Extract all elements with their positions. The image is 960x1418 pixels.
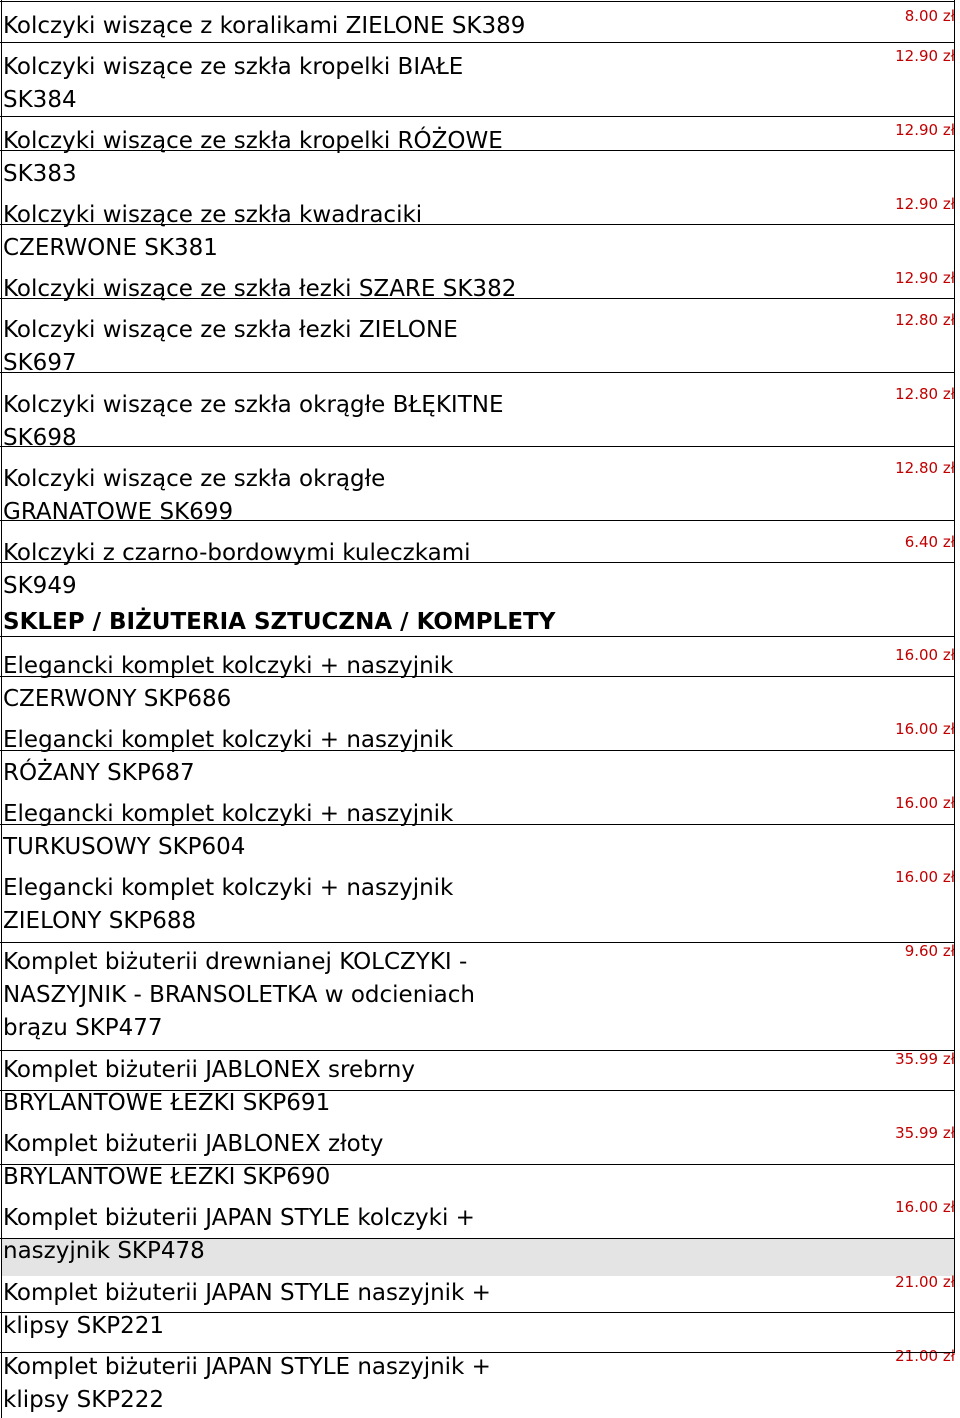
product-name[interactable]: Kolczyki z czarno-bordowymi kuleczkami SK949 <box>3 540 471 599</box>
price-value: 12.90 zł <box>895 269 955 287</box>
row-divider <box>0 372 955 373</box>
row-divider <box>0 42 955 43</box>
product-price <box>835 646 955 664</box>
row-divider <box>0 116 955 117</box>
product-name[interactable]: Komplet biżuterii JAPAN STYLE kolczyki + naszyjnik SKP478 <box>3 1205 475 1264</box>
product-name[interactable]: Elegancki komplet kolczyki + naszyjnik CZERWONY SKP686 <box>3 653 454 712</box>
price-value: 12.80 zł <box>895 459 955 477</box>
product-price <box>835 47 955 65</box>
product-price <box>835 195 955 213</box>
price-value: 6.40 zł <box>904 533 955 551</box>
price-value: 8.00 zł <box>904 7 955 25</box>
row-divider <box>0 298 955 299</box>
row-divider <box>0 1238 955 1239</box>
product-name[interactable]: Kolczyki wiszące ze szkła okrągłe GRANATOWE SK699 <box>3 466 386 525</box>
price-value: 12.90 zł <box>895 121 955 139</box>
product-name[interactable]: Kolczyki wiszące ze szkła kwadraciki CZERWONE SK381 <box>3 202 423 261</box>
product-price <box>835 1124 955 1142</box>
product-price <box>835 121 955 139</box>
row-divider <box>0 824 955 825</box>
table-top-border <box>0 1 955 2</box>
row-divider <box>0 1090 955 1091</box>
price-value: 35.99 zł <box>895 1050 955 1068</box>
product-name[interactable]: Kolczyki wiszące ze szkła okrągłe BŁĘKITNE SK698 <box>3 392 504 451</box>
product-price <box>835 720 955 738</box>
price-value: 16.00 zł <box>895 1198 955 1216</box>
product-name[interactable]: Kolczyki wiszące ze szkła łezki ZIELONE SK697 <box>3 317 458 376</box>
price-value: 21.00 zł <box>895 1273 955 1291</box>
price-value: 16.00 zł <box>895 646 955 664</box>
product-price <box>835 459 955 477</box>
product-name[interactable]: Elegancki komplet kolczyki + naszyjnik RÓŻANY SKP687 <box>3 727 454 786</box>
row-divider <box>0 224 955 225</box>
product-name[interactable]: Kolczyki wiszące ze szkła kropelki RÓŻOWE SK383 <box>3 128 503 187</box>
product-name[interactable]: Komplet biżuterii JABLONEX srebrny BRYLANTOWE ŁEZKI SKP691 <box>3 1057 415 1116</box>
product-name[interactable]: Kolczyki wiszące z koralikami ZIELONE SK389 <box>3 13 526 39</box>
product-price <box>835 533 955 551</box>
row-divider <box>0 750 955 751</box>
table-left-border <box>1 0 2 1418</box>
product-price <box>835 269 955 287</box>
row-divider <box>0 1312 955 1313</box>
row-divider <box>0 446 955 447</box>
row-divider <box>0 676 955 677</box>
row-divider <box>0 1164 955 1165</box>
section-heading: SKLEP / BIŻUTERIA SZTUCZNA / KOMPLETY <box>3 609 556 635</box>
row-divider <box>0 942 955 943</box>
price-value: 16.00 zł <box>895 720 955 738</box>
product-price <box>835 7 955 25</box>
product-price <box>835 942 955 960</box>
row-divider <box>0 520 955 521</box>
row-divider <box>0 150 955 151</box>
product-name[interactable]: Elegancki komplet kolczyki + naszyjnik TURKUSOWY SKP604 <box>3 801 454 860</box>
product-name[interactable]: Komplet biżuterii JAPAN STYLE naszyjnik + klipsy SKP222 <box>3 1354 491 1413</box>
product-name[interactable]: Elegancki komplet kolczyki + naszyjnik ZIELONY SKP688 <box>3 875 454 934</box>
product-price <box>835 868 955 886</box>
product-name[interactable]: Komplet biżuterii JABLONEX złoty BRYLANTOWE ŁEZKI SKP690 <box>3 1131 384 1190</box>
row-divider <box>0 1352 955 1353</box>
price-value: 12.90 zł <box>895 195 955 213</box>
product-price <box>835 1347 955 1365</box>
row-divider <box>0 1050 955 1051</box>
product-name[interactable]: Komplet biżuterii JAPAN STYLE naszyjnik + klipsy SKP221 <box>3 1280 491 1339</box>
product-price <box>835 1198 955 1216</box>
price-value: 9.60 zł <box>904 942 955 960</box>
price-value: 35.99 zł <box>895 1124 955 1142</box>
price-value: 12.80 zł <box>895 385 955 403</box>
product-name[interactable]: Komplet biżuterii drewnianej KOLCZYKI - NASZYJNIK - BRANSOLETKA w odcieniach brązu SKP477 <box>3 949 475 1041</box>
product-name[interactable]: Kolczyki wiszące ze szkła kropelki BIAŁE SK384 <box>3 54 464 113</box>
product-price <box>835 311 955 329</box>
price-value: 12.90 zł <box>895 47 955 65</box>
price-value: 16.00 zł <box>895 868 955 886</box>
product-price <box>835 1050 955 1068</box>
product-price <box>835 385 955 403</box>
price-value: 12.80 zł <box>895 311 955 329</box>
table-right-border <box>954 0 955 1352</box>
row-divider <box>0 636 955 637</box>
price-value: 16.00 zł <box>895 794 955 812</box>
price-value: 21.00 zł <box>895 1347 955 1365</box>
row-divider <box>0 562 955 563</box>
product-price <box>835 794 955 812</box>
product-name[interactable]: Kolczyki wiszące ze szkła łezki SZARE SK382 <box>3 276 517 302</box>
product-price <box>835 1273 955 1291</box>
